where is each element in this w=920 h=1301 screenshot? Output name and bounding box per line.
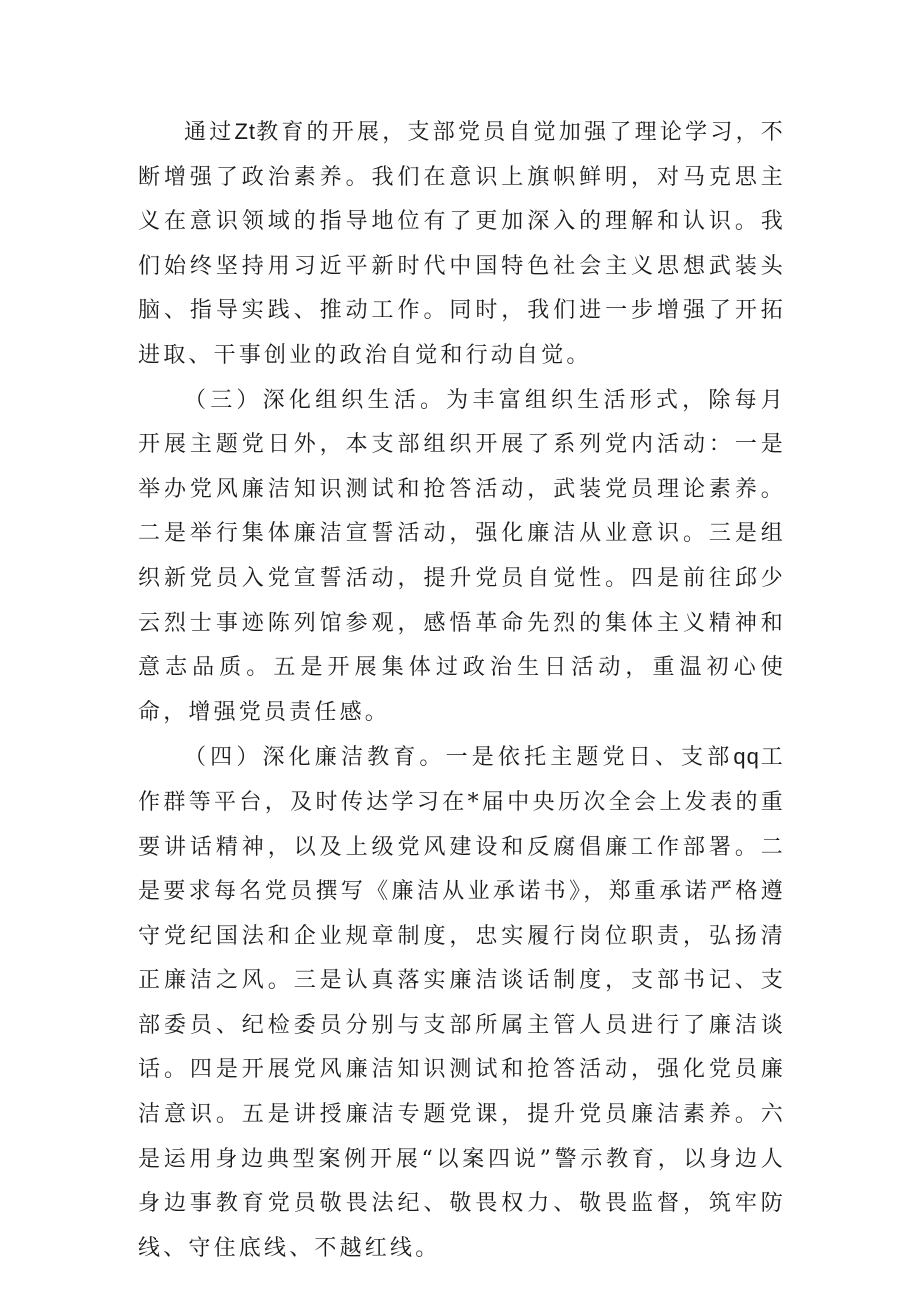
inline-latin-text: qq [733,744,760,770]
paragraph-text: 工作群等平台，及时传达学习在*届中央历次全会上发表的重要讲话精神，以及上级党风建设和反腐倡廉工作部署。二是要求每名党员撰写《廉洁从业承诺书》，郑重承诺严格遵守党纪国法和企业规章制度，忠实履行岗位职责，弘扬清正廉洁之风。三是认真落实廉洁谈话制度，支部书记、支部委员、纪检委员分别与支部所属主管人员进行了廉洁谈话。四是开展党风廉洁知识测试和抢答活动，强化党员廉洁意识。五是讲授廉洁专题党课，提升党员廉洁素养。六是运用身边典型案例开展“以案四说”警示教育，以身边人身边事教育党员敬畏法纪、敬畏权力、敬畏监督，筑牢防线、守住底线、不越红线。 [138,745,787,1261]
paragraph-study-outcome [138,110,786,379]
paragraph-text: （四）深化廉洁教育。一是依托主题党日、支部 [184,745,734,771]
inline-latin-text: Zt [234,119,257,144]
paragraph-text: 教育的开展，支部党员自觉加强了理论学习，不断增强了政治素养。我们在意识上旗帜鲜明，对马克思主义在意识领域的指导地位有了更加深入的理解和认识。我们始终坚持用习近平新时代中国特色社会主义思想武装头脑、指导实践、推动工作。同时，我们进一步增强了开拓进取、干事创业的政治自觉和行动自觉。 [138,120,787,368]
document-body [138,110,786,1271]
paragraph-organization-life: （三）深化组织生活。为丰富组织生活形式，除每月开展主题党日外，本支部组织开展了系列党内活动：一是举办党风廉洁知识测试和抢答活动，武装党员理论素养。二是举行集体廉洁宣誓活动，强化廉洁从业意识。三是组织新党员入党宣誓活动，提升党员自觉性。四是前往邱少云烈士事迹陈列馆参观，感悟革命先烈的集体主义精神和意志品质。五是开展集体过政治生日活动，重温初心使命，增强党员责任感。 [138,387,786,725]
paragraph-integrity-education [138,735,786,1271]
paragraph-text: 通过 [184,120,235,145]
